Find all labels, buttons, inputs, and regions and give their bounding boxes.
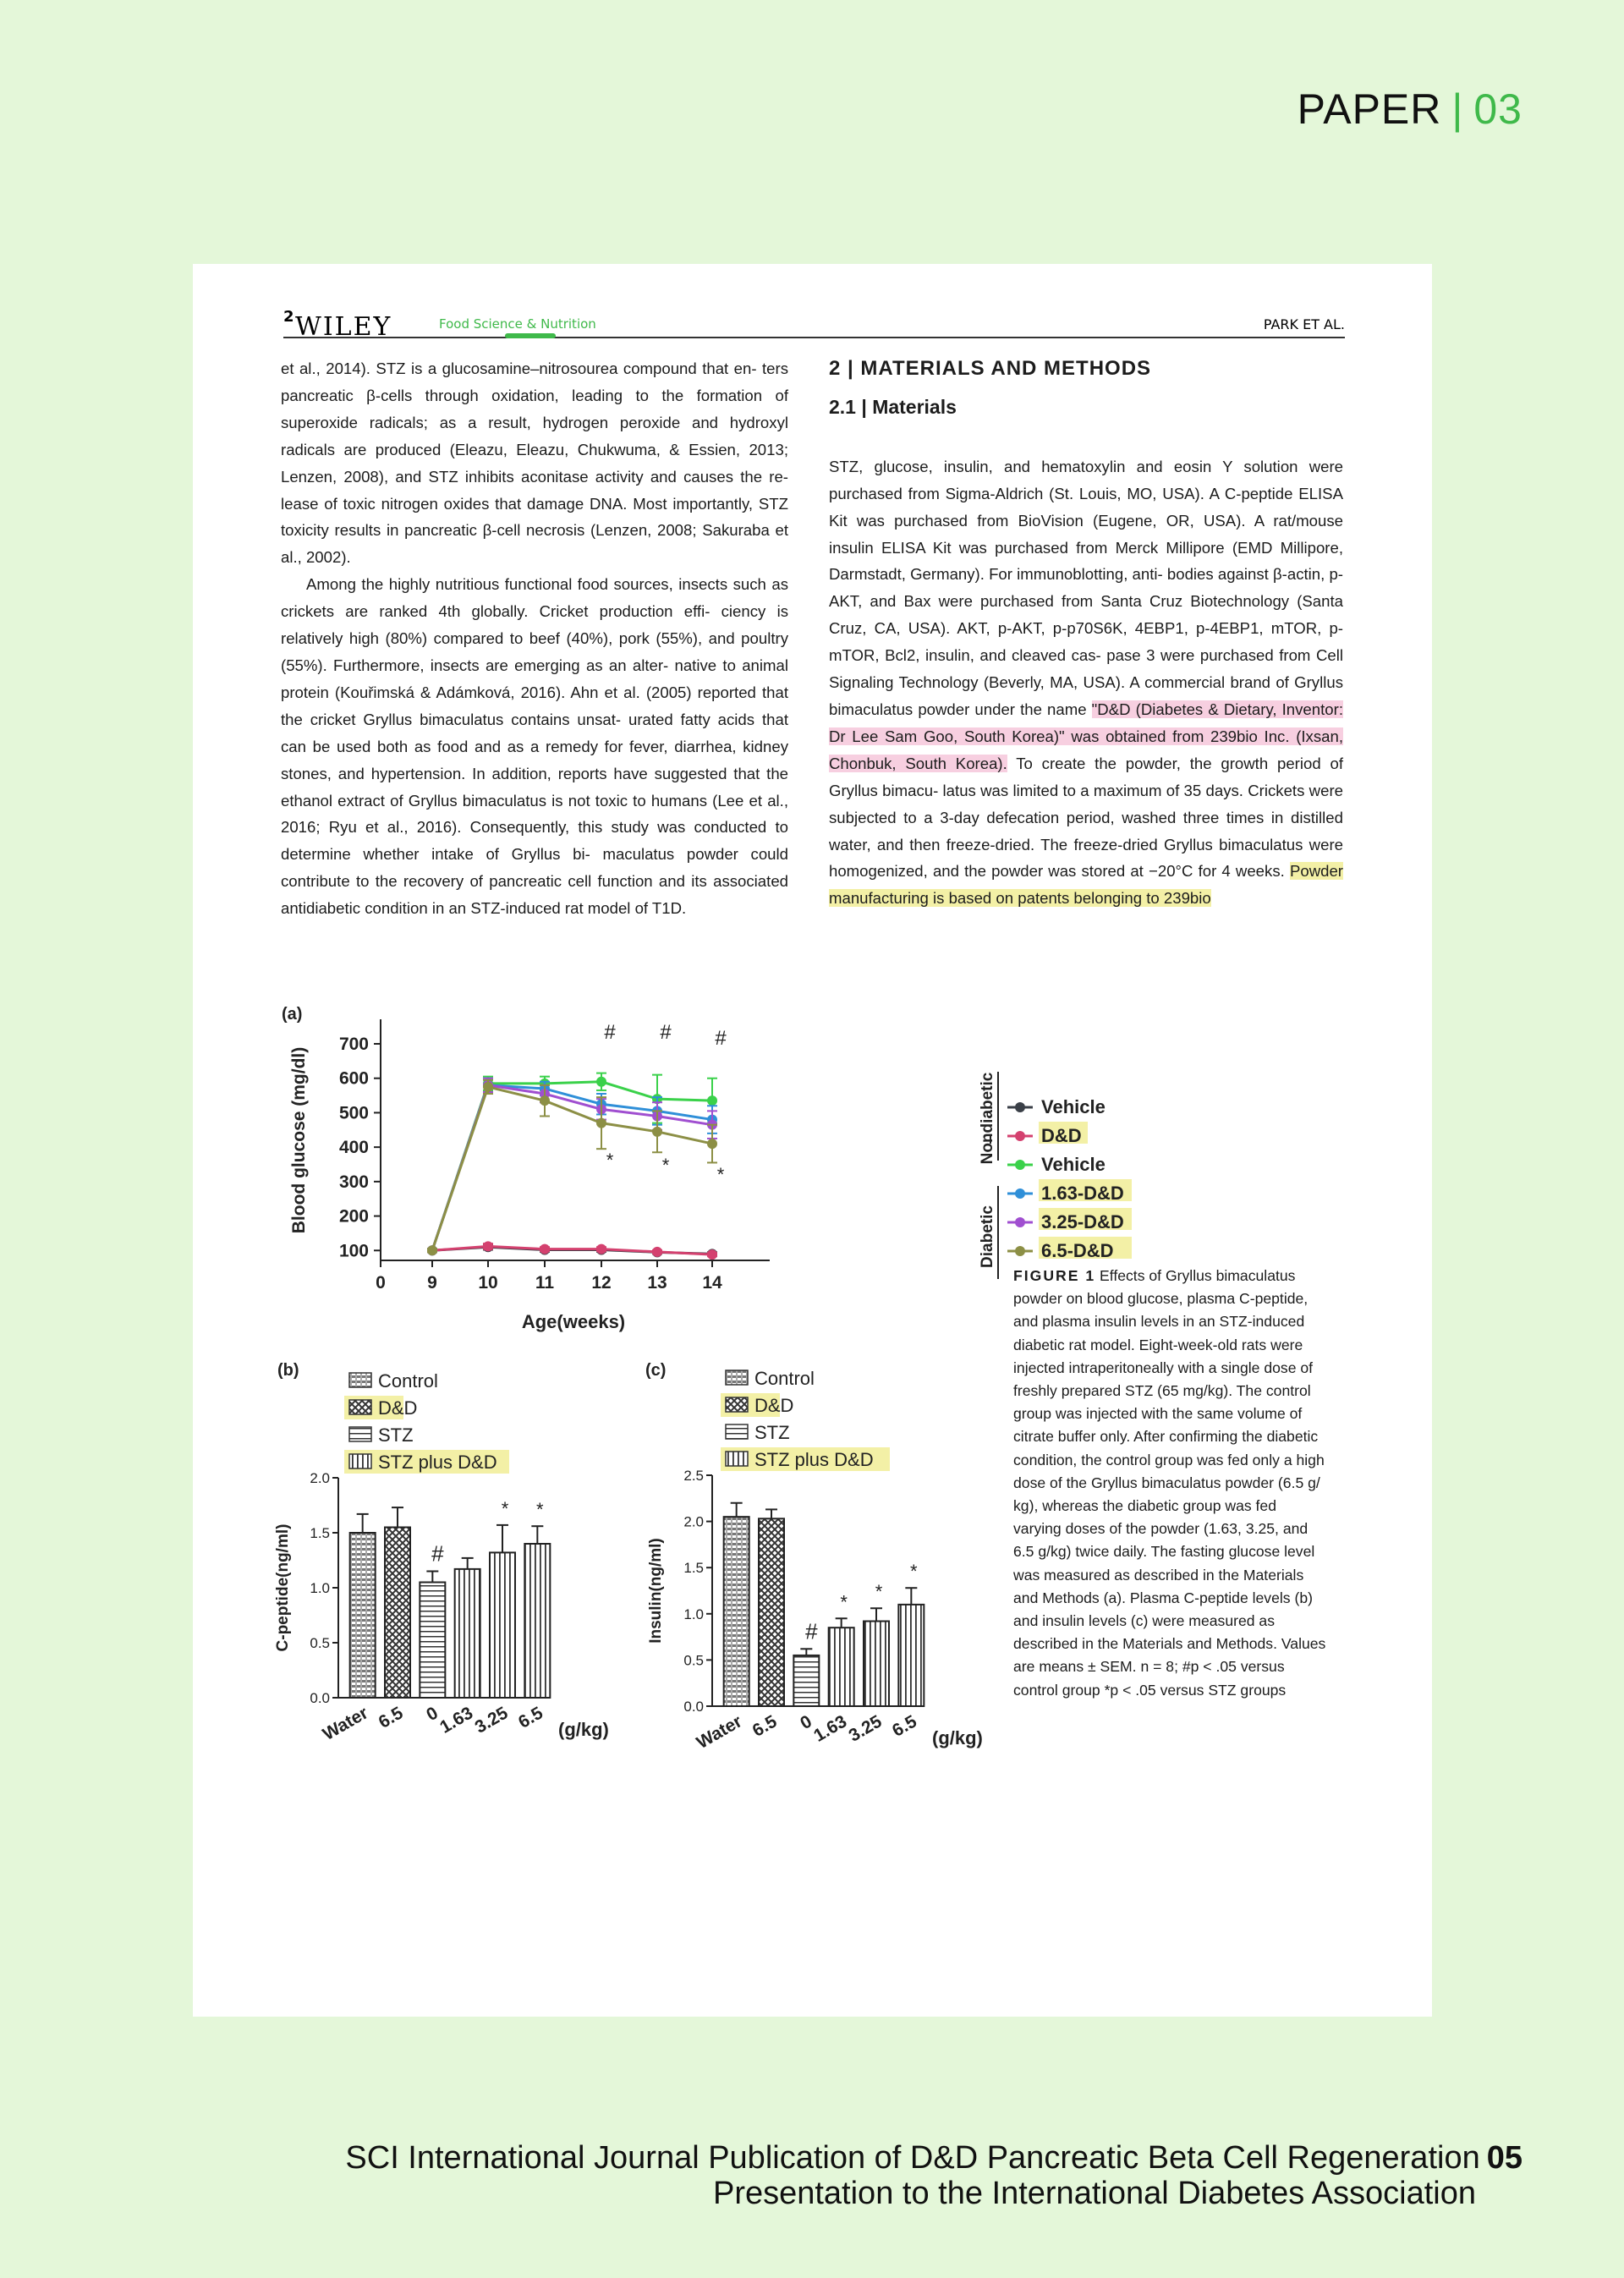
legend-swatch-marker <box>1015 1102 1025 1112</box>
significance-mark: * <box>840 1591 848 1613</box>
panel-c-label: (c) <box>645 1361 667 1380</box>
legend-label-5: 6.5-D&D <box>1041 1240 1114 1261</box>
data-point <box>483 1241 493 1251</box>
data-point <box>427 1245 437 1255</box>
panel-a-y-tick-label: 300 <box>338 1172 369 1192</box>
panel-a-y-tick-label: 700 <box>338 1035 369 1054</box>
panel-a-y-tick-label: 400 <box>338 1138 369 1158</box>
legend-swatch-marker <box>1015 1131 1025 1141</box>
panel-b-bar-2 <box>420 1583 445 1699</box>
legend-swatch <box>349 1400 371 1414</box>
caption-text: Effects of Gryllus bimaculatus powder on blood glucose, plasma C-peptide, and plasma insulin levels in an STZ-induced diabetic rat model. Eight-week-old rats were injected intraperitoneally with a single dose of freshly prepared STZ (65 mg/kg). The control group was injected with the same volume of citrate buffer only. After confirming the diabetic condition, the control group was fed only a high dose of the Gryllus bimaculatus powder (6.5 g/ kg), whereas the diabetic group was fed varying doses of the powder (1.63, 3.25, and 6.5 g/kg) twice daily. The fasting glucose level was measured as described in the Materials and Methods (a). Plasma C-peptide levels (b) and insulin levels (c) were measured as described in the Materials and Methods. Values are means ± SEM. n = 8; #p < .05 versus control group *p < .05 versus STZ groups <box>1013 1267 1326 1699</box>
data-point <box>707 1139 717 1149</box>
panel-c-x-tick-label-1: 6.5 <box>749 1711 781 1741</box>
panel-c-bar-2 <box>793 1655 819 1706</box>
significance-mark: # <box>431 1540 444 1567</box>
legend-label-4: 3.25-D&D <box>1041 1211 1124 1232</box>
panel-b-y-axis-label: C-peptide(ng/ml) <box>274 1523 292 1652</box>
running-page-number: 2 <box>283 308 294 326</box>
panel-c-y-tick-label: 2.5 <box>683 1468 704 1484</box>
panel-a-x-tick-label: 9 <box>427 1273 437 1293</box>
panel-b-y-tick-label: 1.5 <box>310 1525 330 1541</box>
publisher-logo: WILEY <box>295 312 392 342</box>
panel-b-legend-label-0: Control <box>378 1370 438 1392</box>
panel-c-y-tick-label: 1.0 <box>683 1606 704 1622</box>
panel-c-y-tick-label: 0.5 <box>683 1652 704 1669</box>
significance-mark: * <box>661 1155 670 1176</box>
significance-mark: # <box>660 1021 672 1044</box>
significance-mark: * <box>501 1497 509 1519</box>
significance-mark: * <box>716 1164 725 1185</box>
materials-text-b: To create the powder, the growth period of Gryllus bimacu- latus was limited to a maximum of 35 days. Crickets were subjected to a 3-day defecation period, washed three times in distilled water, and then freeze-dried. The freeze-dried Gryllus bimaculatus were homogenized, and the powder was stored at −20°C for 4 weeks. <box>829 754 1343 881</box>
panel-a-y-tick-label: 200 <box>338 1206 369 1227</box>
significance-mark: # <box>715 1027 727 1050</box>
panel-b-unit-label: (g/kg) <box>558 1719 609 1740</box>
data-point <box>596 1118 606 1128</box>
page-footer <box>345 2140 1522 2211</box>
panel-b-x-tick-label-4: 3.25 <box>471 1703 512 1737</box>
panel-b-x-tick-label-0: Water <box>319 1703 372 1745</box>
series-line-4 <box>432 1085 712 1250</box>
footer-page-number: 05 <box>1486 2140 1522 2176</box>
legend-group-diabetic: Diabetic <box>979 1205 996 1268</box>
panel-a-y-tick-label: 600 <box>338 1068 369 1089</box>
panel-c-x-tick-label-4: 3.25 <box>845 1711 886 1746</box>
panel-c-bar-1 <box>759 1518 784 1706</box>
panel-c-x-tick-label-3: 1.63 <box>810 1711 851 1746</box>
journal-name: Food Science & Nutrition <box>439 316 596 332</box>
header-paper: PAPER <box>1297 85 1442 133</box>
panel-b-bar-1 <box>385 1528 410 1699</box>
panel-a-x-tick-label: 12 <box>591 1273 612 1293</box>
series-line-3 <box>432 1085 712 1250</box>
panel-a-x-tick-label: 10 <box>478 1273 498 1293</box>
legend-swatch <box>726 1452 748 1466</box>
data-point <box>596 1244 606 1254</box>
panel-a-x-axis-label: Age(weeks) <box>521 1311 626 1332</box>
panel-c-y-axis-label: Insulin(ng/ml) <box>647 1538 665 1644</box>
caption-label: FIGURE 1 <box>1013 1267 1096 1284</box>
panel-b-y-tick-label: 2.0 <box>310 1470 330 1486</box>
legend-swatch <box>726 1424 748 1439</box>
panel-b-legend-label-1: D&D <box>378 1397 418 1419</box>
highlight-dd-source: "D&D (Diabetes & Dietary, Inventor: Dr Lee Sam Goo, South Korea)" was obtained from 239bio Inc. (Ixsan, Chonbuk, South Korea). <box>829 700 1343 772</box>
data-point <box>652 1127 662 1137</box>
significance-mark: # <box>805 1618 818 1644</box>
panel-b-y-tick-label: 0.5 <box>310 1635 330 1651</box>
legend-swatch <box>349 1427 371 1441</box>
panel-a-x-tick-label: 13 <box>647 1273 667 1293</box>
panel-b-x-tick-label-3: 1.63 <box>436 1703 477 1737</box>
panel-c-x-tick-label-5: 6.5 <box>889 1711 920 1741</box>
panel-a-x-tick-label: 0 <box>376 1273 386 1293</box>
series-line-5 <box>432 1087 712 1250</box>
data-point <box>707 1095 717 1106</box>
left-paragraph-1: et al., 2014). STZ is a glucosamine–nitrosourea compound that en- ters pancreatic β-cells through oxidation, leading to the formation of superoxide radicals; as a result, hydrogen peroxide and hydroxyl radicals are produced (Eleazu, Eleazu, Chukwuma, & Essien, 2013; Lenzen, 2008), and STZ inhibits aconitase activity and causes the re- lease of toxic nitrogen oxides that damage DNA. Most importantly, STZ toxicity results in pancreatic β-cell necrosis (Lenzen, 2008; Sakuraba et al., 2002). <box>281 360 788 567</box>
significance-mark: * <box>536 1499 544 1521</box>
figure-1 <box>193 264 1432 2017</box>
panel-a-y-tick-label: 500 <box>338 1103 369 1123</box>
significance-mark: * <box>606 1150 614 1171</box>
footer-line-1: SCI International Journal Publication of D&D Pancreatic Beta Cell Regeneration <box>345 2140 1480 2176</box>
significance-mark: * <box>875 1581 883 1603</box>
panel-b-legend-label-3: STZ plus D&D <box>378 1452 497 1473</box>
panel-c-legend-label-1: D&D <box>754 1395 794 1416</box>
data-point <box>540 1095 550 1106</box>
paper-sheet <box>193 264 1432 2017</box>
panel-c-y-tick-label: 0.0 <box>683 1699 704 1715</box>
panel-a-x-tick-label: 11 <box>535 1273 555 1293</box>
panel-c-bar-5 <box>898 1605 924 1706</box>
subsection-heading: 2.1 | Materials <box>829 395 957 418</box>
panel-b-y-tick-label: 0.0 <box>310 1690 330 1706</box>
panel-c-unit-label: (g/kg) <box>932 1727 983 1748</box>
legend-label-0: Vehicle <box>1041 1096 1106 1117</box>
panel-c-legend-label-2: STZ <box>754 1422 790 1443</box>
legend-swatch <box>349 1454 371 1468</box>
panel-c-bar-0 <box>724 1517 749 1706</box>
section-heading: 2 | MATERIALS AND METHODS <box>829 357 1152 380</box>
data-point <box>652 1247 662 1257</box>
panel-a-y-tick-label: 100 <box>338 1241 369 1261</box>
panel-b-y-tick-label: 1.0 <box>310 1580 330 1596</box>
panel-c-y-tick-label: 1.5 <box>683 1560 704 1577</box>
legend-swatch-marker <box>1015 1160 1025 1170</box>
panel-b-bar-5 <box>524 1544 550 1698</box>
legend-swatch-marker <box>1015 1217 1025 1227</box>
data-point <box>707 1249 717 1260</box>
panel-b-x-tick-label-1: 6.5 <box>375 1703 407 1732</box>
series-line-2 <box>432 1082 712 1251</box>
panel-b-label: (b) <box>277 1361 299 1380</box>
legend-label-1: D&D <box>1041 1125 1082 1146</box>
panel-c-bar-3 <box>829 1628 854 1706</box>
legend-label-2: Vehicle <box>1041 1154 1106 1175</box>
panel-c-bar-4 <box>864 1622 889 1706</box>
panel-b-x-tick-label-2: 0 <box>423 1703 442 1726</box>
legend-swatch <box>349 1373 371 1387</box>
panel-c-x-tick-label-2: 0 <box>797 1711 815 1734</box>
figure-caption <box>1013 1265 1326 1702</box>
panel-b-legend-label-2: STZ <box>378 1424 414 1446</box>
materials-text-a: STZ, glucose, insulin, and hematoxylin and eosin Y solution were purchased from Sigma-Aldrich (St. Louis, MO, USA). A C-peptide ELISA Kit was purchased from BioVision (Eugene, OR, USA). A rat/mouse insulin ELISA Kit was purchased from Merck Millipore (EMD Millipore, Darmstadt, Germany). For immunoblotting, anti- bodies against β-actin, p-AKT, and Bax were purchased from Santa Cruz Biotechnology (Santa Cruz, CA, USA). AKT, p-AKT, p-p70S6K, 4EBP1, p-4EBP1, mTOR, p-mTOR, Bcl2, insulin, and cleaved cas- pase 3 were purchased from Cell Signaling Technology (Beverly, MA, USA). A commercial brand of Gryllus bimaculatus powder under the name <box>829 457 1344 718</box>
data-point <box>483 1082 493 1092</box>
panel-a-x-tick-label: 14 <box>702 1273 722 1293</box>
panel-c-legend-label-3: STZ plus D&D <box>754 1449 874 1470</box>
footer-line-2: Presentation to the International Diabetes Association <box>712 2176 1476 2211</box>
legend-label-3: 1.63-D&D <box>1041 1183 1124 1204</box>
page-header <box>1298 85 1522 134</box>
legend-swatch-marker <box>1015 1188 1025 1199</box>
running-authors: PARK ET AL. <box>1263 316 1345 332</box>
panel-a-y-axis-label: Blood glucose (mg/dl) <box>289 1046 309 1234</box>
legend-swatch <box>726 1370 748 1385</box>
panel-c-y-tick-label: 2.0 <box>683 1513 704 1530</box>
highlight-patent: Powder manufacturing is based on patents belonging to 239bio <box>829 862 1343 908</box>
data-point <box>540 1244 550 1254</box>
legend-group-nondiabetic: Nondiabetic <box>979 1072 996 1165</box>
left-paragraph-2: Among the highly nutritious functional food sources, insects such as crickets are ranked 4th globally. Cricket production effi- ciency is relatively high (80%) compared to beef (40%), pork (55%), and poultry (55%). Furthermore, insects are emerging as an alter- native to animal protein (Kouřimská & Adámková, 2016). Ahn et al. (2005) reported that the cricket Gryllus bimaculatus contains unsat- urated fatty acids that can be used both as food and as a remedy for fever, diarrhea, kidney stones, and hypertension. In addition, reports have suggested that the ethanol extract of Gryllus bimaculatus is not toxic to humans (Lee et al., 2016; Ryu et al., 2016). Consequently, this study was conducted to determine whether intake of Gryllus bi- maculatus powder could contribute to the recovery of pancreatic cell function and its associated antidiabetic condition in an STZ-induced rat model of T1D. <box>281 575 788 918</box>
significance-mark: * <box>910 1561 918 1583</box>
header-number: 03 <box>1473 85 1522 133</box>
significance-mark: # <box>604 1021 616 1044</box>
legend-swatch-marker <box>1015 1246 1025 1256</box>
legend-swatch <box>726 1397 748 1412</box>
panel-b-x-tick-label-5: 6.5 <box>515 1703 546 1732</box>
header-separator: | <box>1451 85 1464 133</box>
panel-a-label: (a) <box>282 1005 303 1024</box>
panel-b-bar-0 <box>350 1533 376 1698</box>
panel-c-legend-label-0: Control <box>754 1368 815 1389</box>
data-point <box>596 1077 606 1087</box>
panel-b-bar-3 <box>455 1569 480 1698</box>
panel-c-x-tick-label-0: Water <box>693 1711 746 1754</box>
panel-b-bar-4 <box>490 1552 515 1698</box>
